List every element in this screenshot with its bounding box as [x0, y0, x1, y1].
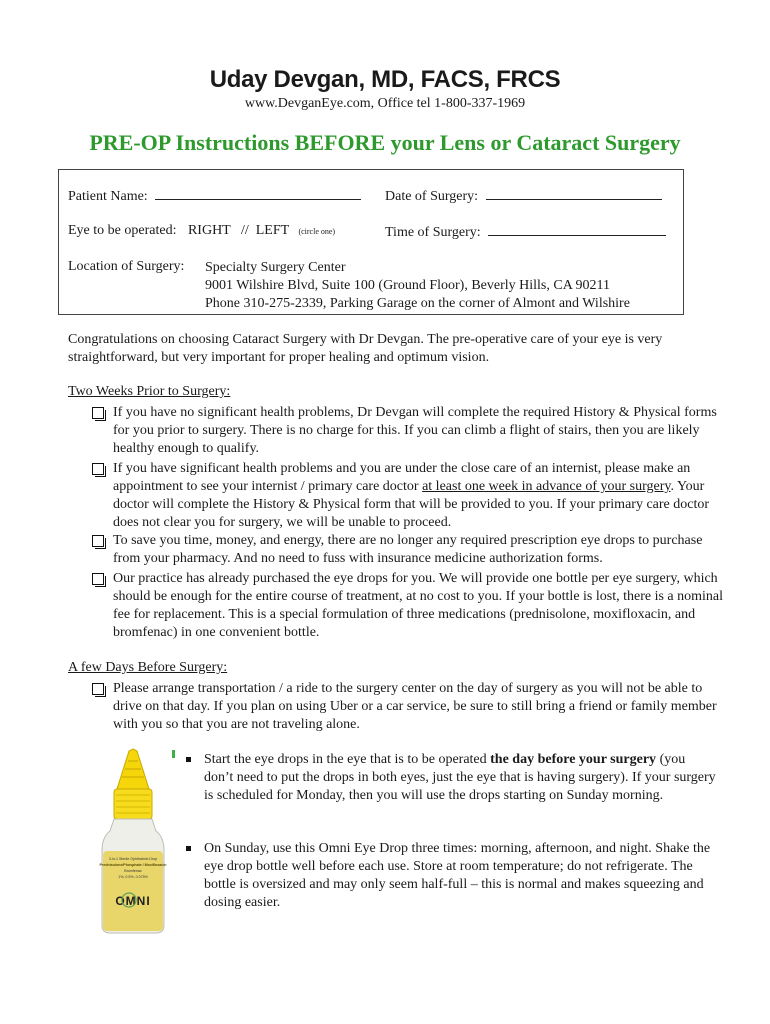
list-item	[96, 404, 726, 458]
list-item	[96, 680, 726, 734]
eye-operated-field	[68, 223, 335, 239]
list-item	[186, 751, 716, 805]
checkbox-icon[interactable]	[92, 407, 104, 419]
list-item	[96, 532, 726, 568]
list-item-text: If you have no significant health problems, Dr Devgan will complete the required History & Physical forms for you prior to surgery. There is no charge for this. If you can climb a flight of stairs, then you are likely healthy enough to qualify.	[113, 405, 717, 456]
list-item	[186, 840, 716, 912]
patient-info-box	[58, 169, 684, 315]
date-of-surgery-label: Date of Surgery:	[385, 189, 479, 204]
location-address	[205, 259, 630, 313]
list-item-text: Start the eye drops in the eye that is to be operated the day before your surgery (you don’t need to put the drops in both eyes, just the eye that is having surgery). If your surgery is scheduled for Monday, then you will use the drops starting on Sunday morning.	[204, 752, 716, 803]
patient-name-field	[68, 187, 361, 205]
bottle-label-line: Bromfenac	[124, 869, 142, 873]
eye-options[interactable]: RIGHT // LEFT	[187, 223, 289, 238]
list-item-text: If you have significant health problems and you are under the close care of an internist, please make an appointment to see your internist / primary care doctor at least one week in advance of your surgery. Your doctor will complete the History & Physical form that will be provided to you. If your primary care doctor does not clear you for surgery, we will be unable to proceed.	[113, 461, 710, 530]
bottle-label-line: Prednisolone/Phosphate / Moxifloxacin	[99, 863, 167, 867]
checkbox-icon[interactable]	[92, 463, 104, 475]
list-item-text: Our practice has already purchased the eye drops for you. We will provide one bottle per eye surgery, which should be enough for the entire course of treatment, at no cost to you. If your bottle is lost, there is a nominal fee for replacement. This is a special formulation of three medications (prednisolone, moxifloxacin, and bromfenac) in one convenient bottle.	[113, 571, 724, 640]
checkbox-icon[interactable]	[92, 683, 104, 695]
intro-paragraph: Congratulations on choosing Cataract Surgery with Dr Devgan. The pre-operative care of your eye is very straightforward, but very important for proper healing and optimum vision.	[68, 332, 663, 365]
few-days-heading: A few Days Before Surgery:	[68, 660, 228, 675]
date-of-surgery-field	[385, 187, 662, 205]
list-item-text: To save you time, money, and energy, there are no longer any required prescription eye drops to purchase from your pharmacy. And no need to fuss with insurance medicine authorization forms.	[113, 533, 703, 566]
list-item	[96, 570, 726, 642]
bottle-label-line: 1%, 0.5%, 0.075%	[118, 875, 148, 879]
two-weeks-heading: Two Weeks Prior to Surgery:	[68, 384, 231, 399]
office-contact: www.DevganEye.com, Office tel 1-800-337-1969	[244, 96, 526, 111]
emphasis-underline: at least one week in advance of your surgery	[422, 479, 671, 494]
eye-operated-label: Eye to be operated:	[68, 223, 177, 238]
location-line-2: 9001 Wilshire Blvd, Suite 100 (Ground Floor), Beverly Hills, CA 90211	[205, 278, 611, 293]
doctor-name: Uday Devgan, MD, FACS, FRCS	[209, 66, 561, 93]
document-title: PRE-OP Instructions BEFORE your Lens or Cataract Surgery	[89, 130, 681, 155]
location-label: Location of Surgery:	[68, 259, 185, 274]
patient-name-label: Patient Name:	[68, 189, 148, 204]
time-of-surgery-label: Time of Surgery:	[385, 225, 481, 240]
date-of-surgery-line[interactable]	[486, 187, 662, 200]
list-item	[96, 460, 726, 532]
checkbox-icon[interactable]	[92, 535, 104, 547]
checkbox-icon[interactable]	[92, 573, 104, 585]
list-item-text: Please arrange transportation / a ride to the surgery center on the day of surgery as you will not be able to drive on that day. If you plan on using Uber or a car service, be sure to still bring a friend or family member with you so that you are not traveling alone.	[113, 681, 717, 732]
bullet-icon	[186, 846, 191, 851]
location-line-1: Specialty Surgery Center	[205, 260, 346, 275]
bullet-icon	[186, 757, 191, 762]
list-item-text: On Sunday, use this Omni Eye Drop three times: morning, afternoon, and night. Shake the eye drop bottle well before each use. Store at room temperature; do not refrigerate. The bottle is oversized and may only seem half-full – this is normal and makes squeezing and dosing easier.	[204, 841, 711, 910]
patient-name-line[interactable]	[155, 187, 361, 200]
omni-eye-drop-bottle-image	[92, 747, 174, 935]
circle-one-note: (circle one)	[298, 227, 336, 236]
bottle-label-line: 3-in-1 Sterile Ophthalmic Drop	[108, 857, 158, 861]
emphasis-bold: the day before your surgery	[490, 752, 657, 767]
location-line-3: Phone 310-275-2339, Parking Garage on the corner of Almont and Wilshire	[205, 296, 630, 311]
time-of-surgery-field	[385, 223, 666, 241]
time-of-surgery-line[interactable]	[488, 223, 666, 236]
bottle-brand: OMNI	[115, 894, 151, 908]
